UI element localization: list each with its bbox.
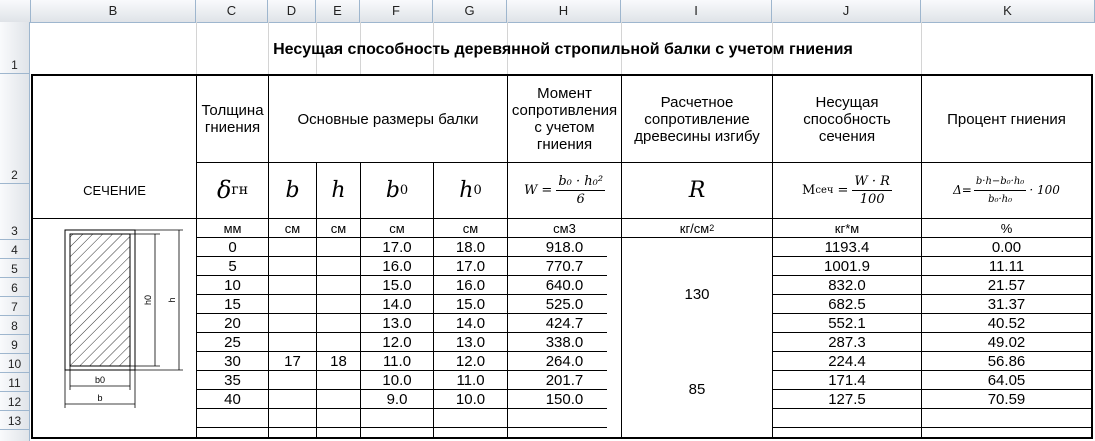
column-header-i[interactable]: I (621, 0, 772, 22)
resistance-value-2[interactable]: 85 (688, 380, 706, 398)
cell-h-row-13[interactable]: 150.0 (545, 390, 584, 408)
column-header-h[interactable]: H (507, 0, 621, 22)
merged-h-value[interactable]: 18 (330, 352, 347, 370)
cell-g-row-6[interactable]: 17.0 (455, 257, 486, 275)
cell-k-row-13[interactable]: 70.59 (987, 390, 1026, 408)
cell-c-row-5[interactable]: 0 (228, 238, 237, 256)
row-header-3[interactable]: 3 (0, 184, 30, 240)
cell-g-row-11[interactable]: 12.0 (455, 352, 486, 370)
cell-j-row-7[interactable]: 832.0 (828, 276, 866, 294)
unit-e[interactable]: см (330, 220, 347, 236)
cell-f-row-8[interactable]: 14.0 (382, 295, 412, 313)
cell-f-row-10[interactable]: 12.0 (382, 333, 412, 351)
cell-h-row-7[interactable]: 640.0 (545, 276, 584, 294)
cell-h-row-11[interactable]: 264.0 (545, 352, 584, 370)
cell-c-row-9[interactable]: 20 (224, 314, 241, 332)
unit-i[interactable]: кг/см 2 (679, 220, 715, 236)
cell-g-row-5[interactable]: 18.0 (455, 238, 486, 256)
unit-h[interactable]: см3 (553, 220, 576, 236)
cell-c-row-7[interactable]: 10 (224, 276, 241, 294)
cell-j-row-13[interactable]: 127.5 (828, 390, 866, 408)
dim-label-h0: h0 (143, 294, 153, 306)
cell-j-row-5[interactable]: 1193.4 (824, 238, 870, 256)
cell-k-row-10[interactable]: 49.02 (987, 333, 1026, 351)
formula-percent[interactable]: Δ= $\frac{\text{b·h−b₀·h₀}}{\text{b₀·h₀}}$ · 100 (922, 163, 1091, 218)
cell-f-row-6[interactable]: 16.0 (382, 257, 412, 275)
cell-f-row-13[interactable]: 9.0 (386, 390, 408, 408)
border (772, 427, 1092, 428)
dim-label-b: b (97, 393, 103, 403)
cell-c-row-10[interactable]: 25 (224, 333, 241, 351)
column-header-c[interactable]: C (196, 0, 268, 22)
cell-j-row-8[interactable]: 682.5 (828, 295, 866, 313)
header-resistance[interactable]: Расчетное сопротивление древесины изгибу (634, 93, 760, 145)
cell-g-row-7[interactable]: 16.0 (455, 276, 486, 294)
beam-section-diagram (55, 222, 195, 412)
table-title[interactable]: Несущая способность деревянной стропильной балки с учетом гниения (273, 40, 853, 58)
cell-j-row-10[interactable]: 287.3 (828, 333, 866, 351)
cell-h-row-8[interactable]: 525.0 (545, 295, 584, 313)
cell-c-row-8[interactable]: 15 (224, 295, 241, 313)
row-header-1[interactable]: 1 (0, 22, 30, 74)
row-header-10[interactable]: 10 (0, 354, 30, 373)
cell-k-row-9[interactable]: 40.52 (987, 314, 1026, 332)
cell-h-row-9[interactable]: 424.7 (545, 314, 584, 332)
dim-label-h: h (167, 297, 177, 303)
cell-h-row-10[interactable]: 338.0 (545, 333, 584, 351)
cell-k-row-12[interactable]: 64.05 (987, 371, 1026, 389)
cell-j-row-12[interactable]: 171.4 (828, 371, 866, 389)
column-header-g[interactable]: G (433, 0, 507, 22)
header-section[interactable]: СЕЧЕНИЕ (83, 183, 146, 198)
column-header-b[interactable]: B (31, 0, 196, 22)
cell-c-row-6[interactable]: 5 (228, 257, 237, 275)
border (772, 408, 1092, 409)
row-header-11[interactable]: 11 (0, 373, 30, 392)
column-header-k[interactable]: K (921, 0, 1095, 22)
symbol-b[interactable]: b (285, 178, 300, 203)
cell-h-row-12[interactable]: 201.7 (545, 371, 584, 389)
cell-k-row-5[interactable]: 0.00 (991, 238, 1022, 256)
unit-j[interactable]: кг*м (834, 220, 860, 236)
cell-f-row-7[interactable]: 15.0 (382, 276, 412, 294)
merged-b-value[interactable]: 17 (284, 352, 301, 370)
cell-g-row-12[interactable]: 11.0 (456, 371, 485, 389)
border (31, 74, 33, 439)
row-header-2[interactable]: 2 (0, 74, 30, 184)
cell-g-row-9[interactable]: 14.0 (455, 314, 486, 332)
cell-g-row-13[interactable]: 10.0 (455, 390, 486, 408)
row-header-13[interactable]: 13 (0, 411, 30, 430)
row-header-12[interactable]: 12 (0, 392, 30, 411)
symbol-b0[interactable]: b 0 (385, 178, 409, 203)
cell-k-row-11[interactable]: 56.86 (987, 352, 1026, 370)
unit-f[interactable]: см (389, 220, 405, 236)
row-header-6[interactable]: 6 (0, 278, 30, 297)
border (196, 427, 607, 428)
border (31, 437, 1093, 439)
row-header-bar (0, 22, 30, 441)
dim-label-b0: b0 (94, 375, 106, 385)
row-header-4[interactable]: 4 (0, 240, 30, 259)
header-capacity[interactable]: Несущая способность сечения (803, 93, 891, 145)
row-header-7[interactable]: 7 (0, 297, 30, 316)
inner-section-rect (70, 234, 130, 366)
column-header-j[interactable]: J (772, 0, 921, 22)
formula-moment[interactable]: W = $\frac{\text{b₀ · h₀²}}{6}$ (523, 174, 604, 207)
cell-f-row-9[interactable]: 13.0 (382, 314, 412, 332)
unit-d[interactable]: см (284, 220, 301, 236)
cell-f-row-12[interactable]: 10.0 (382, 371, 412, 389)
cell-j-row-11[interactable]: 224.4 (828, 352, 866, 370)
formula-capacity[interactable]: M сеч = $\frac{W \cdot R}{100}$ (802, 174, 890, 207)
cell-k-row-8[interactable]: 31.37 (987, 295, 1026, 313)
cell-h-row-6[interactable]: 770.7 (545, 257, 584, 275)
border (196, 408, 607, 409)
cell-k-row-7[interactable]: 21.57 (987, 276, 1026, 294)
row-header-9[interactable]: 9 (0, 335, 30, 354)
cell-c-row-11[interactable]: 30 (224, 352, 241, 370)
cell-j-row-6[interactable]: 1001.9 (824, 257, 870, 275)
cell-j-row-9[interactable]: 552.1 (828, 314, 866, 332)
cell-g-row-10[interactable]: 13.0 (455, 333, 486, 351)
unit-c[interactable]: мм (223, 220, 242, 236)
header-thickness[interactable]: Толщина гниения (201, 102, 264, 136)
header-moment[interactable]: Момент сопротивления с учетом гниения (511, 85, 618, 153)
resistance-value-1[interactable]: 130 (684, 285, 710, 303)
cell-c-row-13[interactable]: 40 (224, 390, 241, 408)
symbol-h[interactable]: h (331, 178, 346, 203)
cell-k-row-6[interactable]: 11.11 (988, 257, 1025, 275)
symbol-r[interactable]: R (688, 178, 706, 203)
unit-g[interactable]: см (462, 220, 479, 236)
unit-k[interactable]: % (1000, 220, 1013, 236)
header-percent[interactable]: Процент гниения (947, 110, 1066, 128)
cell-h-row-5[interactable]: 918.0 (545, 238, 584, 256)
row-header-14[interactable] (0, 430, 30, 441)
symbol-delta[interactable]: δ гн (216, 176, 249, 204)
header-dimensions[interactable]: Основные размеры балки (297, 110, 479, 128)
column-header-f[interactable]: F (360, 0, 433, 22)
row-header-8[interactable]: 8 (0, 316, 30, 335)
cell-f-row-5[interactable]: 17.0 (382, 238, 412, 256)
column-header-d[interactable]: D (268, 0, 316, 22)
symbol-h0[interactable]: h 0 (459, 178, 482, 203)
row-header-5[interactable]: 5 (0, 259, 30, 278)
cell-g-row-8[interactable]: 15.0 (455, 295, 486, 313)
column-header-e[interactable]: E (316, 0, 360, 22)
select-all-corner[interactable] (0, 0, 31, 22)
cell-c-row-12[interactable]: 35 (224, 371, 241, 389)
column-header-bar (0, 0, 1095, 23)
cell-f-row-11[interactable]: 11.0 (382, 352, 412, 370)
